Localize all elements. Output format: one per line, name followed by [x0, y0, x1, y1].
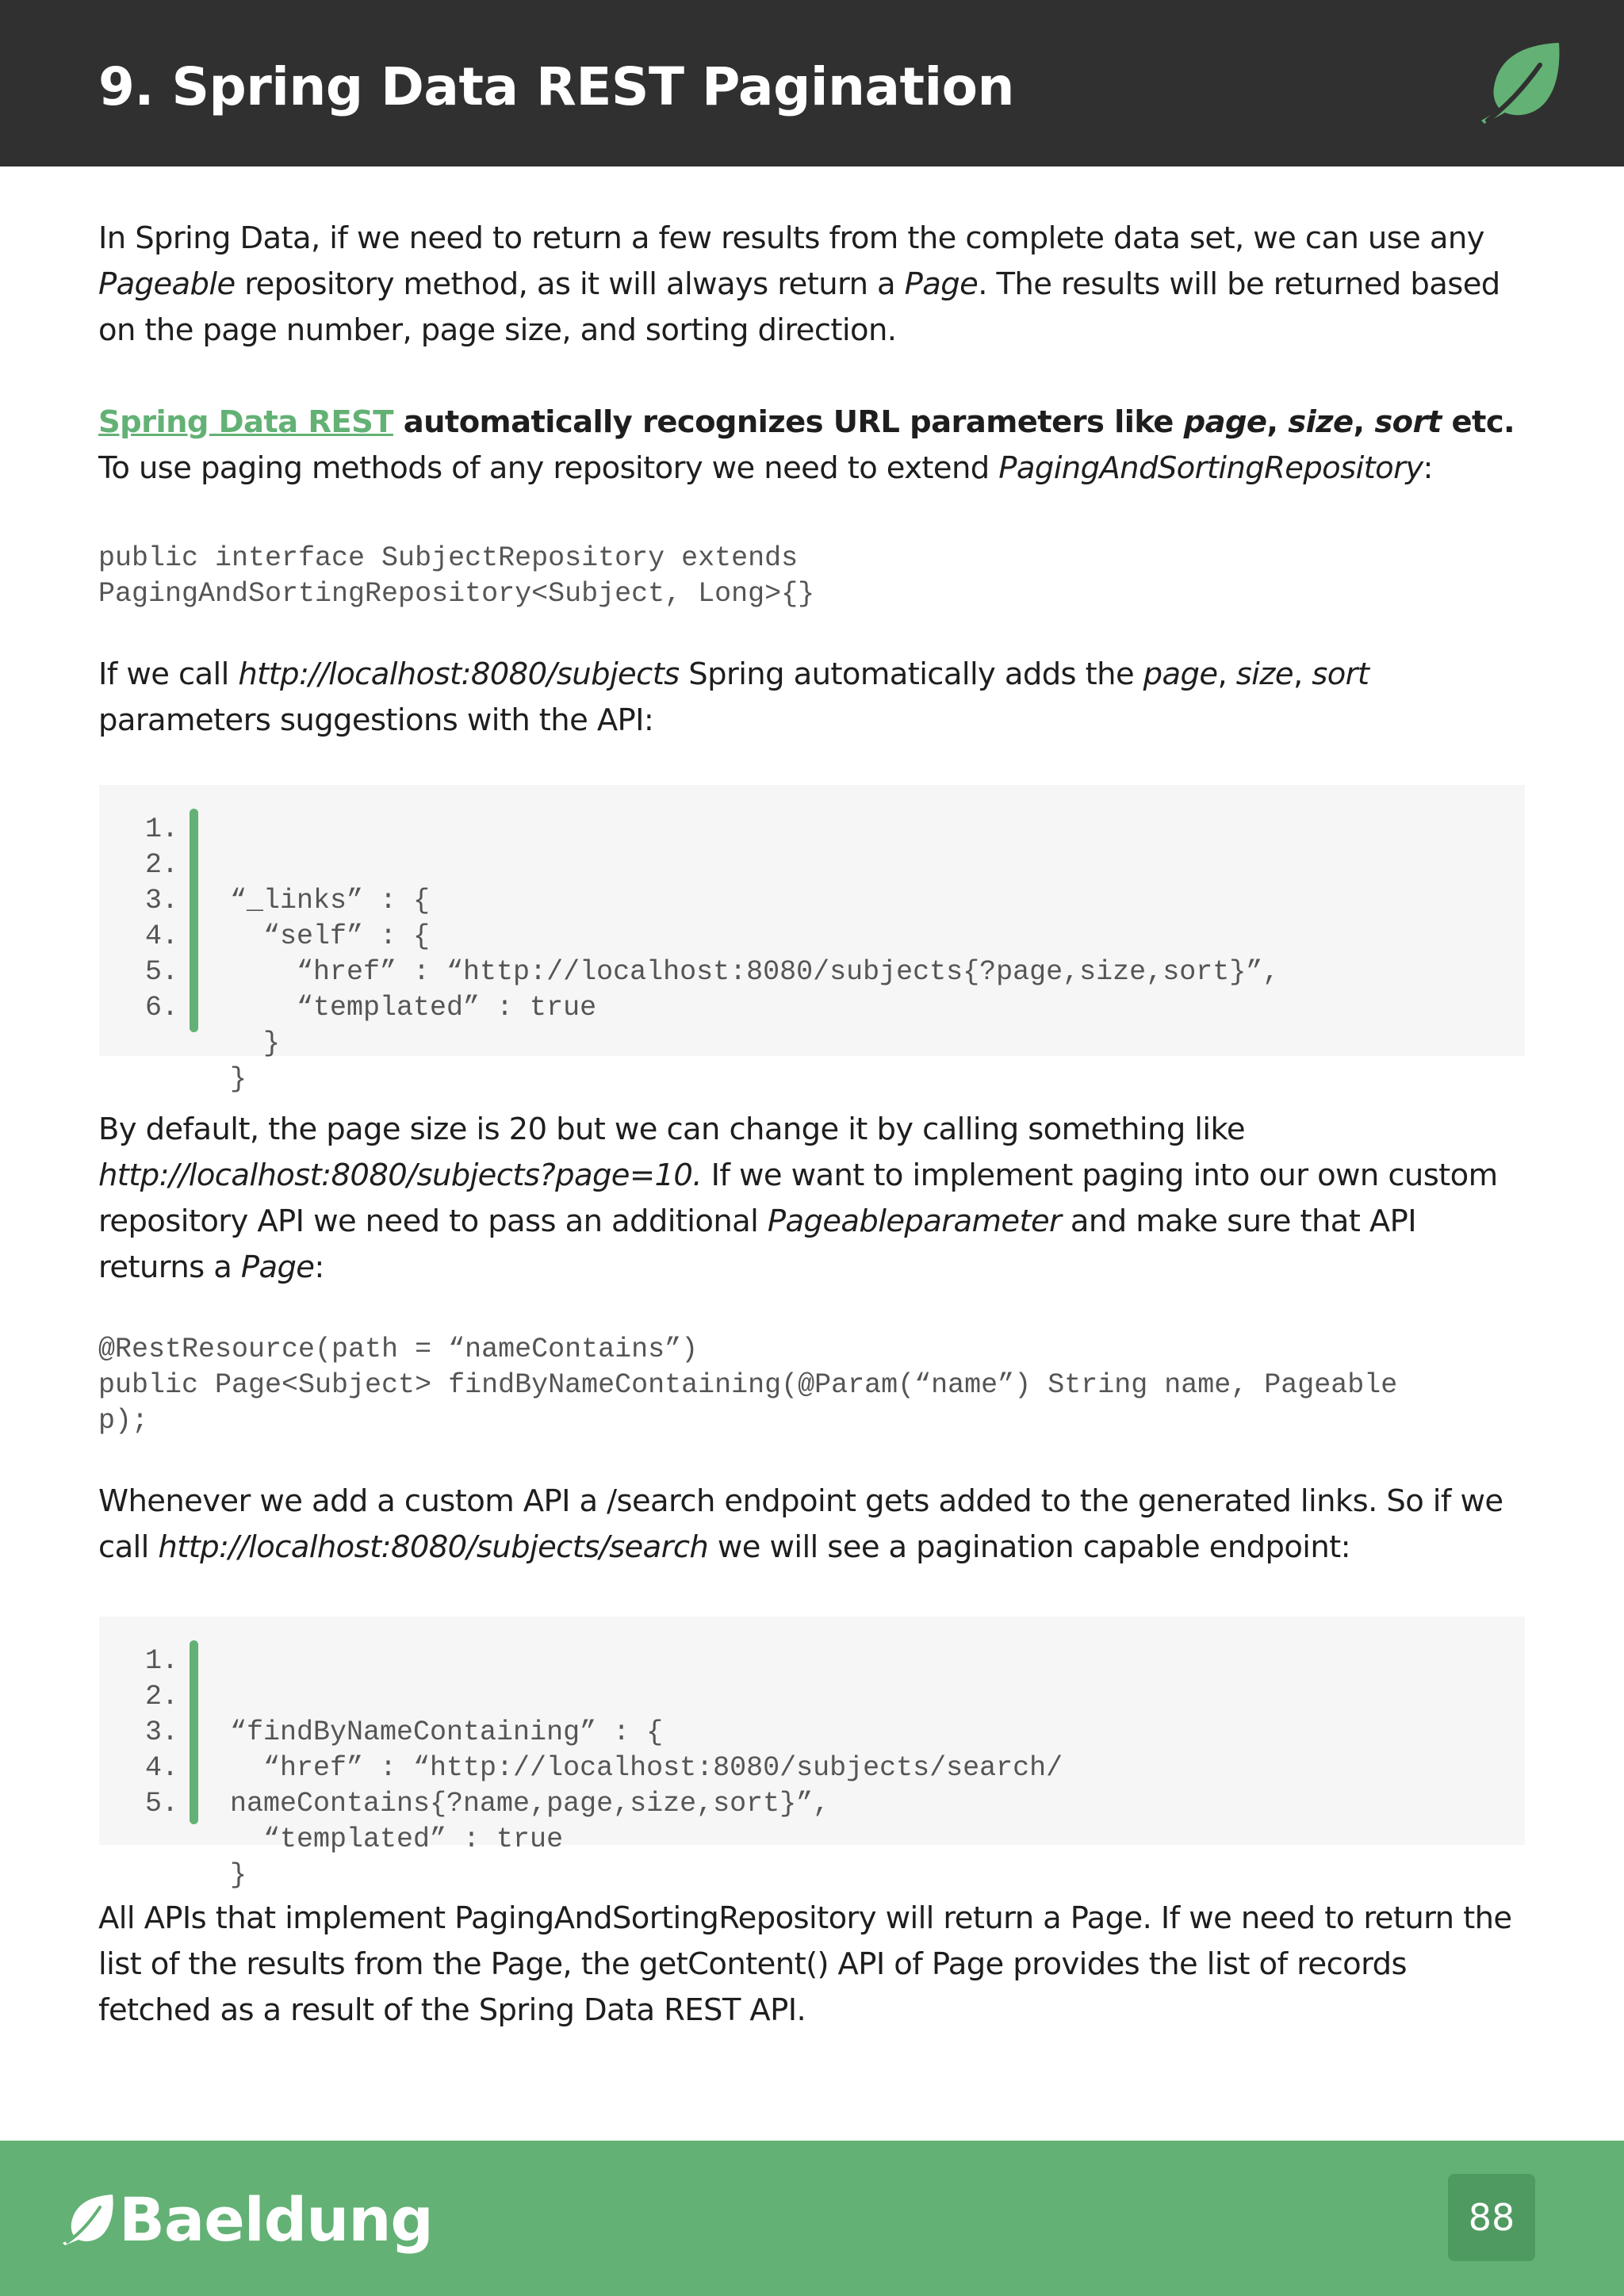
line-numbers: 1. 2. 3. 4. 5. 6. — [144, 813, 178, 1024]
leaf-icon — [60, 2193, 116, 2245]
leaf-icon — [1477, 41, 1564, 125]
page-content — [98, 216, 1526, 2034]
brand-name: Baeldung — [119, 2184, 433, 2255]
code-lines: “findByNameContaining” : { “href” : “http://localhost:8080/subjects/search/ nameContains{?name,page,size,sort}”, “templated” : true } — [230, 1716, 1063, 1891]
page-header — [0, 0, 1624, 166]
code-block-accent-bar — [190, 809, 198, 1032]
paragraph-url-params: Spring Data REST automatically recognizes URL parameters like page, size, sort etc. To use paging methods of any repository we need to extend PagingAndSortingRepository: — [98, 404, 1515, 486]
code-block-accent-bar — [190, 1640, 198, 1824]
code-block-search — [99, 1617, 1525, 1891]
page-title: 9. Spring Data REST Pagination — [98, 56, 1014, 117]
code-snippet-repository: public interface SubjectRepository extends PagingAndSortingRepository<Subject, Long>{} — [98, 542, 815, 610]
page-number: 88 — [1448, 2174, 1535, 2261]
paragraph-get-content: All APIs that implement PagingAndSortingRepository will return a Page. If we need to return the list of the results from the Page, the getContent() API of Page provides the list of records fetched as a result of the Spring Data REST API. — [98, 1900, 1512, 2028]
page-footer — [0, 2141, 1624, 2296]
line-numbers: 1. 2. 3. 4. 5. — [144, 1645, 178, 1820]
paragraph-intro: In Spring Data, if we need to return a few results from the complete data set, we can use any Pageable repository method, as it will always return a Page. The results will be returned based on the page number, page size, and sorting direction. — [98, 220, 1500, 348]
paragraph-search-endpoint: Whenever we add a custom API a /search endpoint gets added to the generated links. So if we call http://localhost:8080/subjects/search we will see a pagination capable endpoint: — [98, 1483, 1503, 1565]
code-block-links — [99, 785, 1525, 1095]
paragraph-call-subjects: If we call http://localhost:8080/subjects Spring automatically adds the page, size, sort parameters suggestions with the API: — [98, 656, 1369, 738]
paragraph-default-size: By default, the page size is 20 but we can change it by calling something like http://localhost:8080/subjects?page=10. If we want to implement paging into our own custom repository API we need to pass an additional Pageableparameter and make sure that API returns a Page: — [98, 1112, 1498, 1285]
spring-data-rest-link[interactable]: Spring Data REST — [98, 404, 393, 440]
code-snippet-find-by-name: @RestResource(path = “nameContains”) public Page<Subject> findByNameContaining(@Param(“name”) String name, Pageable p); — [98, 1334, 1398, 1437]
code-lines: “_links” : { “self” : { “href” : “http://localhost:8080/subjects{?page,size,sort}”, “templated” : true } } — [230, 885, 1280, 1095]
